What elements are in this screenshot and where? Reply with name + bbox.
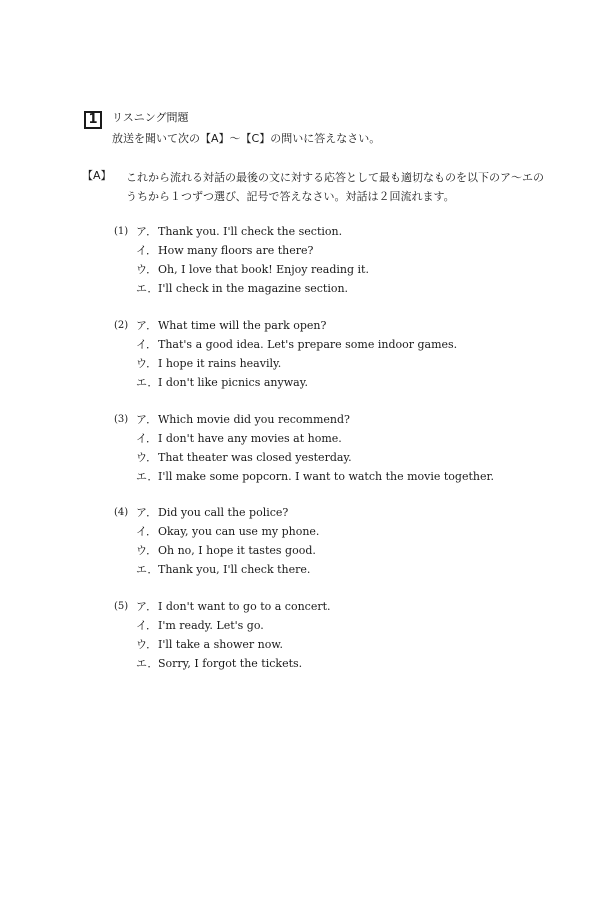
- choice-text: Did you call the police?: [158, 506, 289, 519]
- choice-mark: ア．: [136, 413, 158, 426]
- choice-e: [136, 560, 310, 579]
- choice-mark: イ．: [136, 244, 158, 257]
- part-a-instruction-line1: これから流れる対話の最後の文に対する応答として最も適切なものを以下のア～エの: [126, 171, 544, 184]
- choice-u: [136, 448, 352, 467]
- choice-text: I don't like picnics anyway.: [158, 376, 308, 389]
- choice-mark: ウ．: [136, 357, 158, 370]
- choice-text: I don't have any movies at home.: [158, 432, 342, 445]
- choice-u: [136, 635, 283, 654]
- choice-i: [136, 241, 313, 260]
- choice-text: Oh, I love that book! Enjoy reading it.: [158, 263, 369, 276]
- choice-i: [136, 522, 319, 541]
- choice-a: [136, 597, 331, 616]
- choice-a: [136, 222, 342, 241]
- choice-a: [136, 503, 288, 522]
- choice-text: Thank you, I'll check there.: [158, 563, 311, 576]
- choice-mark: ア．: [136, 506, 158, 519]
- part-a-instruction: [126, 168, 556, 206]
- choice-mark: ウ．: [136, 263, 158, 276]
- choice-text: I'll check in the magazine section.: [158, 282, 349, 295]
- choice-mark: ウ．: [136, 638, 158, 651]
- choice-e: [136, 467, 494, 486]
- choice-mark: イ．: [136, 525, 158, 538]
- part-a-instruction-line2: うちから１つずつ選び、記号で答えなさい。対話は２回流れます。: [126, 190, 455, 203]
- choice-mark: イ．: [136, 619, 158, 632]
- choice-mark: ウ．: [136, 451, 158, 464]
- question-number: (1): [114, 226, 129, 237]
- choice-mark: イ．: [136, 338, 158, 351]
- choice-text: I'll take a shower now.: [158, 638, 283, 651]
- question-number: (4): [114, 507, 129, 518]
- choice-u: [136, 541, 316, 560]
- choice-text: I'll make some popcorn. I want to watch the movie together.: [158, 470, 495, 483]
- question-number: (5): [114, 601, 129, 612]
- choice-i: [136, 429, 342, 448]
- choice-text: I don't want to go to a concert.: [158, 600, 331, 613]
- choice-text: Okay, you can use my phone.: [158, 525, 320, 538]
- choice-text: I'm ready. Let's go.: [158, 619, 264, 632]
- choice-i: [136, 616, 264, 635]
- choice-u: [136, 354, 281, 373]
- choice-text: I hope it rains heavily.: [158, 357, 282, 370]
- part-a-label: 【A】: [82, 169, 112, 182]
- problem-instruction: 放送を聞いて次の【A】～【C】の問いに答えなさい。: [112, 132, 381, 145]
- question-number: (3): [114, 414, 129, 425]
- choice-e: [136, 654, 302, 673]
- choice-text: Which movie did you recommend?: [158, 413, 350, 426]
- choice-mark: エ．: [136, 282, 159, 295]
- choice-mark: ア．: [136, 225, 158, 238]
- choice-a: [136, 410, 350, 429]
- problem-title: リスニング問題: [112, 111, 189, 124]
- choice-text: That's a good idea. Let's prepare some indoor games.: [158, 338, 458, 351]
- choice-text: Thank you. I'll check the section.: [158, 225, 343, 238]
- choice-mark: イ．: [136, 432, 158, 445]
- choice-i: [136, 335, 457, 354]
- choice-mark: エ．: [136, 657, 159, 670]
- choice-mark: エ．: [136, 376, 159, 389]
- choice-mark: ア．: [136, 600, 158, 613]
- choice-text: How many floors are there?: [158, 244, 314, 257]
- choice-a: [136, 316, 326, 335]
- choice-text: That theater was closed yesterday.: [158, 451, 352, 464]
- problem-number-box: 1: [84, 111, 102, 129]
- choice-text: Oh no, I hope it tastes good.: [158, 544, 316, 557]
- choice-text: Sorry, I forgot the tickets.: [158, 657, 303, 670]
- choice-mark: エ．: [136, 470, 159, 483]
- choice-mark: エ．: [136, 563, 159, 576]
- choice-mark: ア．: [136, 319, 158, 332]
- choice-e: [136, 279, 348, 298]
- choice-e: [136, 373, 308, 392]
- choice-u: [136, 260, 369, 279]
- question-number: (2): [114, 320, 129, 331]
- choice-text: What time will the park open?: [158, 319, 327, 332]
- choice-mark: ウ．: [136, 544, 158, 557]
